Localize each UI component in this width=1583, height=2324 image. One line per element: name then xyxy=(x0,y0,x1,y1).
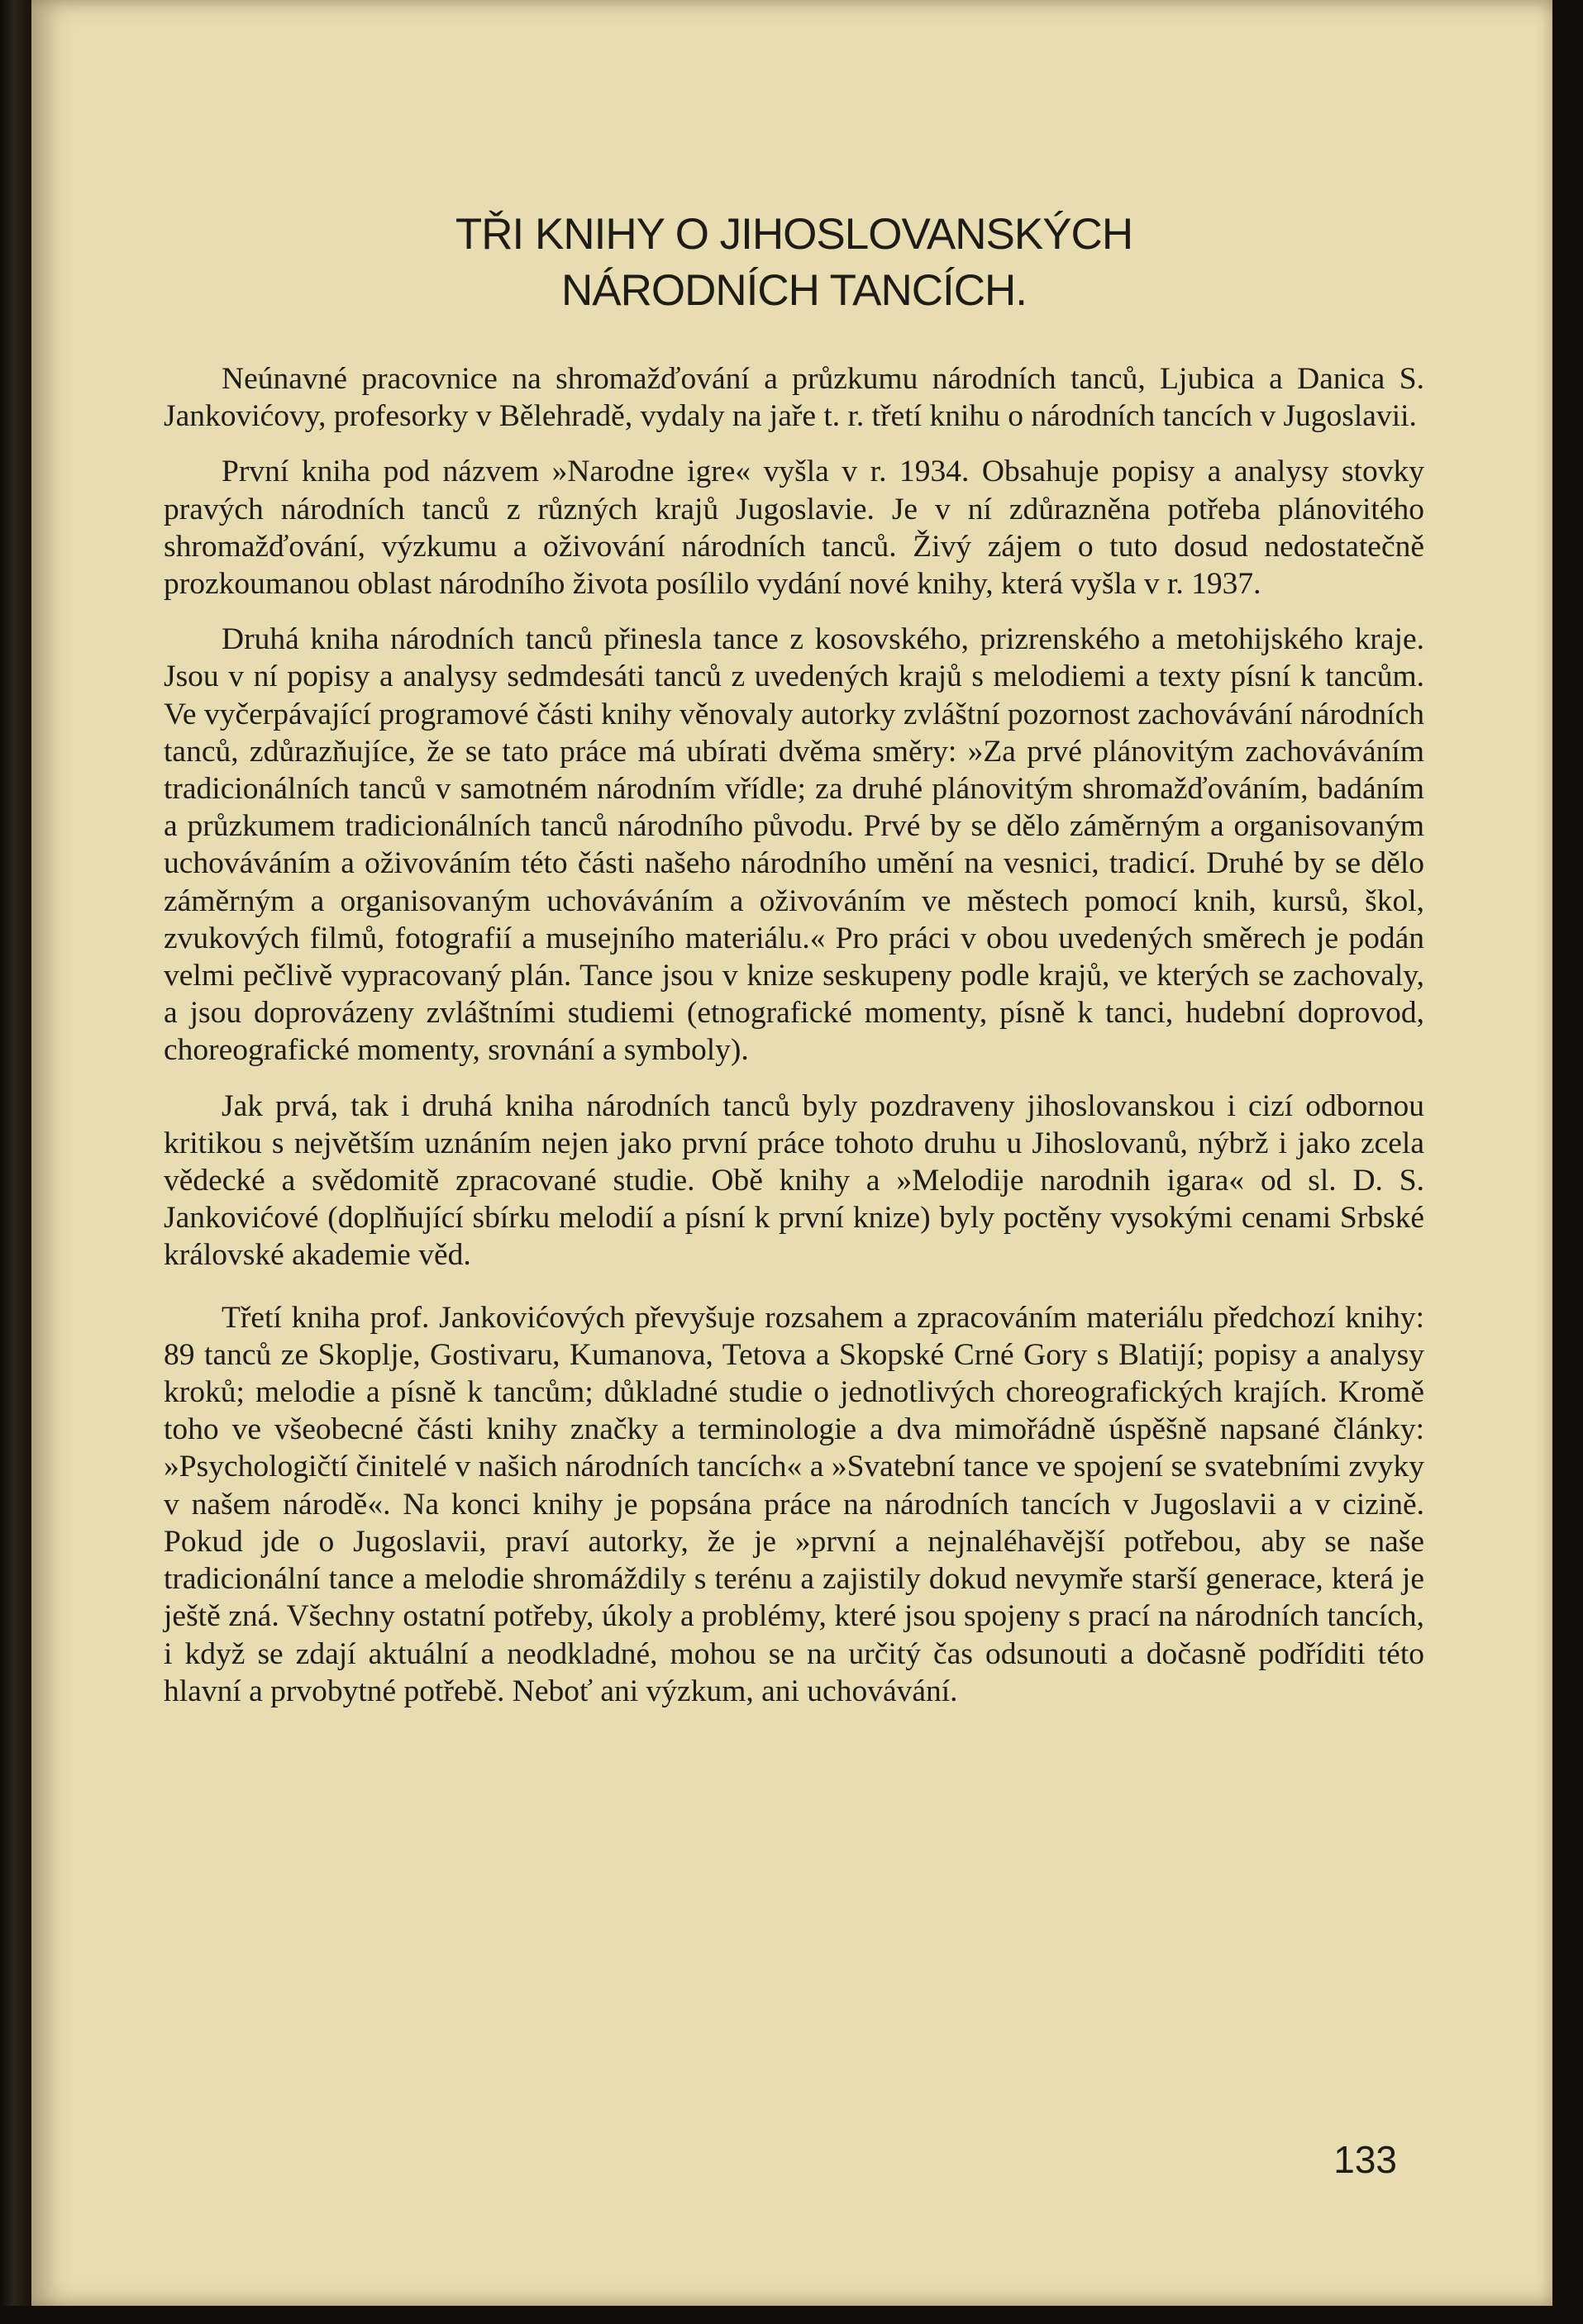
paragraph-2: První kniha pod názvem »Narodne igre« vyšla v r. 1934. Obsahuje popisy a analysy stovky pravých národních tanců z různých krajů Jugoslavie. Je v ní zdůrazněna potřeba plánovitého shromažďování, výzkumu a oživování národních tanců. Živý zájem o tuto dosud nedostatečně prozkoumanou oblast národního života posílilo vydání nové knihy, která vyšla v r. 1937. xyxy=(164,455,1424,602)
page-number: 133 xyxy=(1333,2138,1397,2181)
paragraph-4: Jak prvá, tak i druhá kniha národních tanců byly pozdraveny jihoslovanskou i cizí odbornou kritikou s největším uznáním nejen jako první práce tohoto druhu u Jihoslovanů, nýbrž i jako zcela vědecké a svědomitě zpracované studie. Obě knihy a »Melodije narodnih igara« od sl. D. S. Jankovićové (doplňující sbírku melodií a písní k první knize) byly poctěny vysokými cenami Srbské královské akademie věd. xyxy=(164,1088,1424,1273)
book-spine xyxy=(0,0,31,2324)
scan-border-right xyxy=(1552,0,1583,2324)
article-title-line-2: NÁRODNÍCH TANCÍCH. xyxy=(560,266,1028,315)
article-title-line-1: TŘI KNIHY O JIHOSLOVANSKÝCH xyxy=(455,210,1133,259)
scan-border-bottom xyxy=(0,2306,1583,2324)
article-title xyxy=(164,207,1424,319)
paragraph-1: Neúnavné pracovnice na shromažďování a průzkumu národních tanců, Ljubica a Danica S. Jankovićovy, profesorky v Bělehradě, vydaly na jaře t. r. třetí knihu o národních tancích v Jugoslavii. xyxy=(164,362,1424,434)
paragraph-3: Druhá kniha národních tanců přinesla tance z kosovského, prizrenského a metohijského kraje. Jsou v ní popisy a analysy sedmdesáti tanců z uvedených krajů s melodiemi a texty písní k tancům. Ve vyčerpávající programové části knihy věnovaly autorky zvláštní pozornost zachovávání národních tanců, zdůrazňujíce, že se tato práce má ubírati dvěma směry: »Za prvé plánovitým zachováváním tradicionálních tanců v samotném národním vřídle; za druhé plánovitým shromažďováním, badáním a průzkumem tradicionálních tanců národního původu. Prvé by se dělo záměrným a organisovaným uchováváním a oživováním této části našeho národního umění na vesnici, tradicí. Druhé by se dělo záměrným a organisovaným uchováváním a oživováním ve městech pomocí knih, kursů, škol, zvukových filmů, fotografií a musejního materiálu.« Pro práci v obou uvedených směrech je podán velmi pečlivě vypracovaný plán. Tance jsou v knize seskupeny podle krajů, ve kterých se zachovaly, a jsou doprovázeny zvláštními studiemi (etnografické momenty, písně k tanci, hudební doprovod, choreografické momenty, srovnání a symboly). xyxy=(164,622,1424,1068)
article-body xyxy=(164,207,1424,1710)
book-page xyxy=(31,0,1552,2306)
paragraph-5: Třetí kniha prof. Jankovićových převyšuje rozsahem a zpracováním materiálu předchozí knihy: 89 tanců ze Skoplje, Gostivaru, Kumanova, Tetova a Skopské Crné Gory s Blatijí; popisy a analysy kroků; melodie a písně k tancům; důkladné studie o jednotlivých choreografických krajích. Kromě toho ve všeobecné části knihy značky a terminologie a dva mimořádně úspěšně napsané články: »Psychologičtí činitelé v našich národních tancích« a »Svatební tance ve spojení se svatebními zvyky v našem národě«. Na konci knihy je popsána práce na národních tancích v Jugoslavii a v cizině. Pokud jde o Jugoslavii, praví autorky, že je »první a nejnaléhavější potřebou, aby se naše tradicionální tance a melodie shromáždily s terénu a zajistily dokud nevymře starší generace, která je ještě zná. Všechny ostatní potřeby, úkoly a problémy, které jsou spojeny s prací na národních tancích, i když se zdají aktuální a neodkladné, mohou se na určitý čas odsunouti a dočasně podříditi této hlavní a prvobytné potřebě. Neboť ani výzkum, ani uchovávání. xyxy=(164,1300,1424,1708)
